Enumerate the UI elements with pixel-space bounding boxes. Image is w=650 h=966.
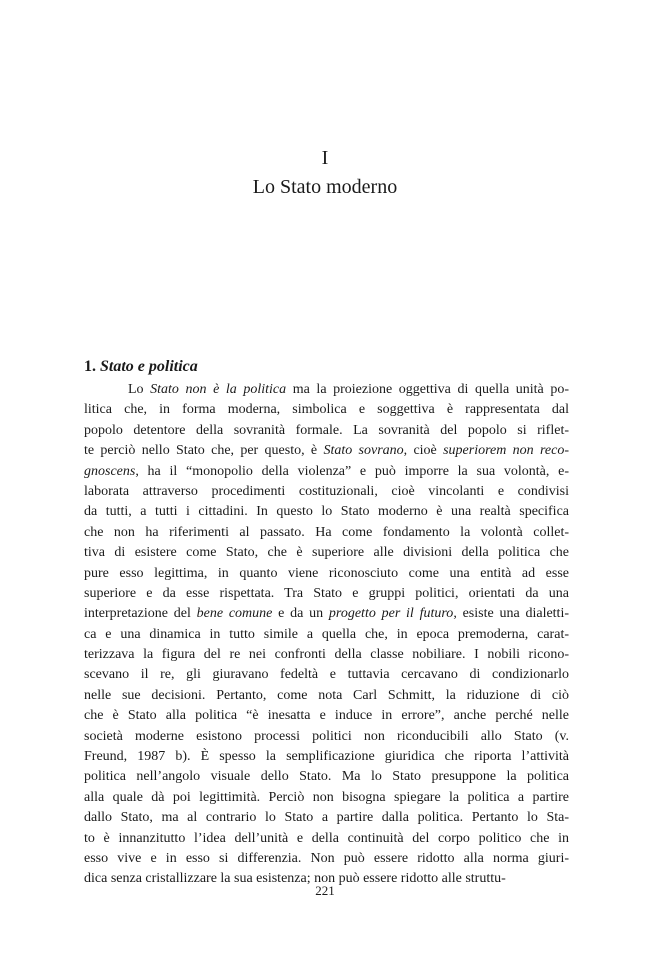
text-segment: società moderne esistono processi politici non riconducibili allo Stato (v. (84, 728, 569, 744)
section-heading (84, 357, 198, 377)
italic-term: Stato non è la politica (150, 382, 287, 397)
text-line (84, 380, 569, 400)
text-segment: Lo (128, 382, 151, 397)
section-number: 1. (84, 358, 96, 375)
text-segment: to è innanzitutto l’idea dell’unità e della continuità del corpo politico che in (84, 830, 569, 846)
text-line (84, 482, 569, 502)
text-segment: , ha il “monopolio della violenza” e può imporre la sua volontà, e- (135, 463, 569, 479)
chapter-title: Lo Stato moderno (252, 176, 398, 198)
text-line (84, 400, 569, 420)
text-segment: dica senza cristallizzare la sua esistenza; non può essere ridotto alle struttu- (84, 871, 506, 887)
text-line (84, 645, 569, 665)
text-line (84, 604, 569, 624)
text-line (84, 625, 569, 645)
text-segment: che è Stato alla politica “è inesatta e induce in errore”, anche perché nelle (84, 708, 569, 724)
text-line (84, 665, 569, 685)
italic-term: Stato sovrano (323, 443, 404, 459)
text-segment: popolo detentore della sovranità formale. La sovranità del popolo si riflet- (84, 422, 569, 438)
text-line (84, 767, 569, 787)
text-line (84, 523, 569, 543)
text-segment: superiore e da esse rispettata. Tra Stato e gruppi politici, orientati da una (84, 585, 569, 601)
text-line (84, 686, 569, 706)
text-line (84, 747, 569, 767)
text-line (84, 727, 569, 747)
text-line (84, 441, 569, 461)
text-segment: e da un (272, 606, 329, 622)
text-segment: litica che, in forma moderna, simbolica e soggettiva è rappresentata dal (84, 402, 569, 418)
chapter-number: I (321, 147, 329, 169)
italic-term: progetto per il futuro (328, 606, 454, 622)
text-line (84, 543, 569, 563)
text-segment: esso vive e in esso si differenzia. Non può essere ridotto alla norma giuri- (84, 850, 569, 866)
section-title: Stato e politica (100, 358, 198, 375)
text-line (84, 706, 569, 726)
text-segment: ca e una dinamica in tutto simile a quella che, in epoca premoderna, carat- (84, 626, 569, 642)
text-segment: che non ha riferimenti al passato. Ha come fondamento la volontà collet- (84, 524, 569, 540)
text-line (84, 829, 569, 849)
text-segment: nelle sue decisioni. Pertanto, come nota Carl Schmitt, la riduzione di ciò (84, 687, 569, 703)
text-segment: pure esso legittima, in quanto viene riconosciuto come una entità ad esse (84, 565, 569, 581)
text-line (84, 849, 569, 869)
text-segment: politica nell’angolo visuale dello Stato. Ma lo Stato presuppone la politica (84, 769, 569, 785)
text-segment: laborata attraverso procedimenti costituzionali, cioè vincolanti e condivisi (84, 483, 569, 499)
text-segment: scevano il re, gli giuravano fedeltà e tuttavia cercavano di condizionarlo (84, 667, 569, 683)
text-line (84, 502, 569, 522)
body-text (84, 380, 569, 890)
page-number: 221 (315, 883, 335, 898)
text-segment: alla quale dà poi legittimità. Perciò non bisogna spiegare la politica a partire (84, 789, 569, 805)
text-line (84, 584, 569, 604)
italic-term: gnoscens (84, 463, 136, 479)
text-segment: te perciò nello Stato che, per questo, è (84, 443, 324, 459)
text-line (84, 808, 569, 828)
text-segment: , cioè (403, 443, 444, 459)
text-segment: ma la proiezione oggettiva di quella unità po- (286, 382, 569, 397)
text-segment: terizzava la figura del re nei confronti della classe nobiliare. I nobili ricono- (84, 647, 569, 663)
text-line (84, 788, 569, 808)
italic-term: bene comune (196, 606, 273, 622)
italic-term: superiorem non reco- (443, 443, 569, 459)
text-segment: dallo Stato, ma al contrario lo Stato a partire dalla politica. Pertanto lo Sta- (84, 810, 569, 826)
text-segment: , esiste una dialetti- (453, 606, 569, 622)
text-segment: interpretazione del (84, 606, 197, 622)
text-line (84, 421, 569, 441)
text-segment: da tutti, a tutti i cittadini. In questo lo Stato moderno è una realtà specifica (84, 504, 569, 520)
text-segment: Freund, 1987 b). È spesso la semplificazione giuridica che riporta l’attività (84, 749, 569, 765)
text-line (84, 462, 569, 482)
text-segment: tiva di esistere come Stato, che è superiore alle divisioni della politica che (84, 545, 569, 561)
text-line (84, 564, 569, 584)
